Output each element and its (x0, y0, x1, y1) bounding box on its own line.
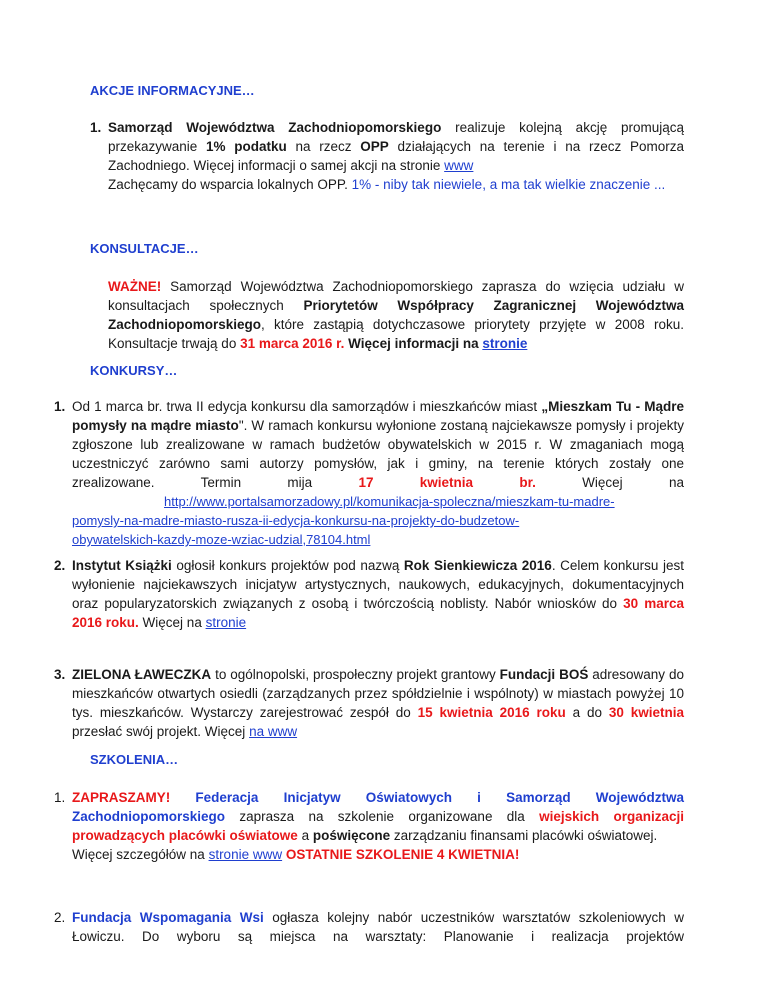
text-block (72, 397, 684, 492)
bold-text: „Mieszkam Tu - Mądre pomysły na mądre miasto (72, 399, 684, 433)
stronie-link[interactable]: stronie (482, 336, 528, 351)
bold-text: ZIELONA ŁAWECZKA (72, 667, 212, 682)
text-span: ". W ramach konkursu wyłonione zostaną najciekawsze pomysły i projekty zgłoszone lub zrealizowane w ramach budżetów obywatelskich w 2015 r. W zmaganiach mogą uczestniczyć zarówno sami autorzy pomysłów, jak i gminy, na terenie których zostały one zrealizowane. Termin mija (72, 418, 685, 490)
text-span: działających na terenie i na rzecz Pomorza Zachodniego. Więcej informacji o samej akcji na stronie (108, 139, 684, 173)
text-span: zaprasza na szkolenie organizowane dla (225, 809, 540, 824)
list-number: 1. (54, 790, 66, 805)
bold-text: Więcej informacji na (344, 336, 483, 351)
konkursy-item-3 (54, 665, 684, 741)
link-line[interactable]: http://www.portalsamorzadowy.pl/komunikacja-spoleczna/mieszkam-tu-madre- (164, 494, 615, 509)
text-span: ogłasza kolejny nabór uczestników warsztatów szkoleniowych w Łowiczu. Do wyboru są miejsca na warsztaty: Planowanie i realizacja projektów (72, 910, 684, 944)
deadline-date: 17 kwietnia br. (358, 475, 536, 490)
szkolenia-item-1-text (72, 788, 684, 864)
org-name: Federacja Inicjatyw Oświatowych i Samorząd Województwa Zachodniopomorskiego (72, 790, 684, 824)
one-percent-slogan: 1% - niby tak niewiele, a ma tak wielkie znaczenie ... (351, 177, 666, 192)
list-number: 2. (54, 558, 66, 573)
section-heading-konkursy: KONKURSY… (90, 363, 178, 378)
org-name: Fundacja Wspomagania Wsi (72, 910, 264, 925)
deadline-date: 15 kwietnia 2016 roku (417, 705, 566, 720)
text-span: Zachęcamy do wsparcia lokalnych OPP. (108, 177, 352, 192)
text-span: Od 1 marca br. trwa II edycja konkursu dla samorządów i mieszkańców miast (72, 399, 542, 414)
szkolenia-item-2 (54, 908, 684, 946)
konkursy-item-1 (54, 397, 684, 549)
text-span: Więcej szczegółów na (72, 847, 209, 862)
bold-text: OPP (360, 139, 389, 154)
text-span: . Celem konkursu jest wyłonienie najciekawszych inicjatyw artystycznych, naukowych, edukacyjnych, dokumentacyjnych oraz popularyzatorskich związanych z osobą i twórczością noblisty. Nabór wniosków do (72, 558, 684, 611)
link-line[interactable]: pomysly-na-madre-miasto-rusza-ii-edycja-konkursu-na-projekty-do-budzetow- (72, 513, 520, 528)
text-span: a do (565, 705, 609, 720)
text-span: na rzecz (286, 139, 361, 154)
text-span: adresowany do mieszkańców otwartych osiedli (zarządzanych przez spółdzielnie i wspólnoty) w miastach powyżej 10 tys. mieszkańców. Wystarczy zarejestrować zespół do (72, 667, 684, 720)
section-heading-akcje: AKCJE INFORMACYJNE… (90, 83, 255, 98)
text-span: Samorząd Województwa Zachodniopomorskiego zaprasza do wzięcia udziału w konsultacjach społecznych (108, 279, 684, 313)
text-span: ogłosił konkurs projektów pod nazwą (171, 558, 404, 573)
important-label: WAŻNE! (108, 279, 162, 294)
text-span: , które zastąpią dotychczasowe priorytety przyjęte w 2008 roku. Konsultacje trwają do (108, 317, 684, 351)
list-number: 3. (54, 667, 66, 682)
target-group: wiejskich organizacji prowadzących placówki oświatowe (72, 809, 684, 843)
section-heading-szkolenia: SZKOLENIA… (90, 752, 179, 767)
akcje-item-1-text (108, 118, 684, 194)
last-training-notice: OSTATNIE SZKOLENIE 4 KWIETNIA! (282, 847, 520, 862)
bold-text: 1% podatku (206, 139, 287, 154)
text-span: a (297, 828, 313, 843)
deadline-date: 30 kwietnia (608, 705, 684, 720)
stronie-www-link[interactable]: stronie www (208, 847, 283, 862)
org-name: Samorząd Województwa Zachodniopomorskiego (108, 120, 442, 135)
szkolenia-item-2-text (72, 908, 684, 946)
konkurs-link[interactable] (72, 492, 684, 549)
bold-text: Instytut Książki (72, 558, 172, 573)
konkursy-item-2-text (72, 556, 684, 632)
deadline-date: 31 marca 2016 r. (240, 336, 345, 351)
list-number: 1. (54, 399, 66, 414)
text-block (72, 845, 684, 864)
www-link[interactable]: na www (249, 724, 298, 739)
bold-text: Rok Sienkiewicza 2016 (403, 558, 552, 573)
stronie-link[interactable]: stronie (205, 615, 247, 630)
invite-label: ZAPRASZAMY! (72, 790, 171, 805)
konsultacje-paragraph (108, 277, 684, 353)
konkursy-item-1-text (72, 397, 684, 549)
szkolenia-item-1 (54, 788, 684, 864)
text-span: realizuje kolejną akcję promującą przekazywanie (108, 120, 684, 154)
konkursy-item-2 (54, 556, 684, 632)
text-block (72, 788, 684, 845)
section-heading-konsultacje: KONSULTACJE… (90, 241, 199, 256)
konkursy-item-3-text (72, 665, 684, 741)
text-span: Więcej na (535, 475, 685, 490)
www-link[interactable]: www (444, 158, 474, 173)
link-line[interactable]: obywatelskich-kazdy-moze-wziac-udzial,78104.html (72, 532, 371, 547)
akcje-item-1 (90, 118, 684, 194)
text-span: przesłać swój projekt. Więcej (72, 724, 250, 739)
list-number: 1. (90, 120, 102, 135)
bold-text: Fundacji BOŚ (499, 667, 589, 682)
list-number: 2. (54, 910, 66, 925)
bold-text: poświęcone (312, 828, 391, 843)
text-span: to ogólnopolski, prospołeczny projekt grantowy (211, 667, 500, 682)
deadline-date: 30 marca 2016 roku. (72, 596, 684, 630)
text-span: zarządzaniu finansami placówki oświatowej. (390, 828, 658, 843)
bold-text: Priorytetów Współpracy Zagranicznej Województwa Zachodniopomorskiego (108, 298, 685, 332)
text-span: Więcej na (138, 615, 206, 630)
